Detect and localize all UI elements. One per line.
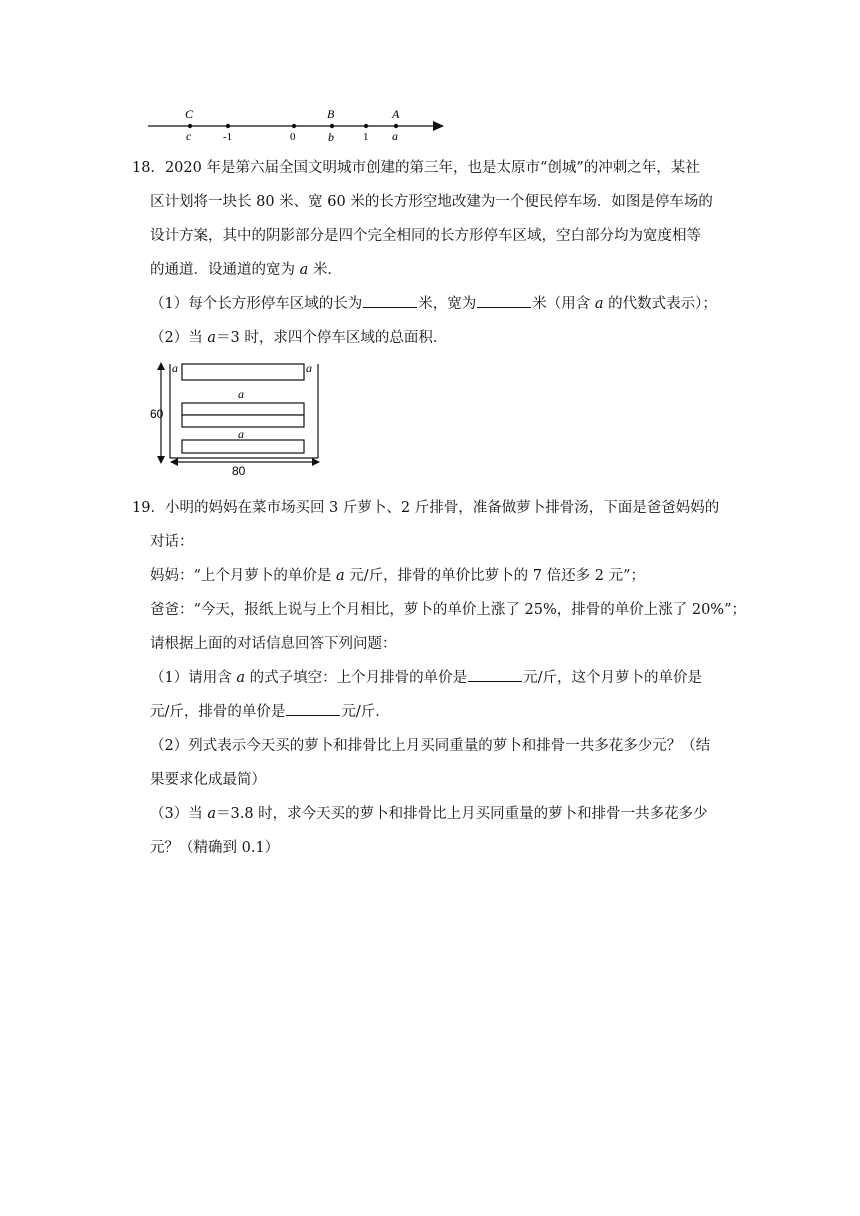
parking-lot-figure (150, 360, 330, 478)
answer-blank[interactable] (477, 306, 531, 308)
q18-line-2: 区计划将一块长 80 米、宽 60 米的长方形空地改建为一个便民停车场．如图是停车场的 (150, 194, 713, 210)
q18-text-4a: 的通道．设通道的宽为 (150, 262, 300, 278)
q19-number: 19． (132, 500, 165, 516)
point-a (394, 124, 398, 128)
q19-p1-text-c: 元/斤，这个月萝卜的单价是 (523, 670, 702, 686)
label-upper-A: A (392, 107, 400, 121)
number-line-arrow-icon (433, 121, 444, 131)
q19-part-3-line-1 (150, 802, 708, 823)
label-lower-c: c (186, 129, 192, 143)
label-a-lower: a (238, 427, 244, 441)
q19-instruction: 请根据上面的对话信息回答下列问题： (150, 636, 397, 652)
q19-mom-var-a: a (336, 568, 345, 584)
width-arrow-right-icon (312, 458, 320, 466)
height-arrow-top-icon (157, 362, 165, 370)
answer-blank[interactable] (363, 306, 417, 308)
q18-p1-text-a: （1）每个长方形停车区域的长为 (150, 296, 363, 312)
label-height-60: 60 (150, 407, 164, 421)
parking-area-4 (182, 440, 304, 453)
number-line-figure (146, 104, 446, 144)
label-lower-minus-one: -1 (223, 131, 233, 143)
q18-p2-text-b: ＝3 时，求四个停车区域的总面积． (216, 330, 448, 346)
q18-line-4 (150, 258, 342, 279)
height-arrow-bottom-icon (157, 456, 165, 464)
label-lower-b: b (328, 130, 334, 144)
q18-line-1 (132, 156, 700, 177)
q19-mom-line (150, 564, 645, 585)
q18-var-a: a (299, 262, 309, 278)
point-minus-one (226, 124, 230, 128)
q18-p1-text-b: 米，宽为 (418, 296, 477, 312)
q19-p3-text-b: ＝3.8 时，求今天买的萝卜和排骨比上月买同重量的萝卜和排骨一共多花多少 (216, 806, 708, 822)
parking-area-3 (182, 415, 304, 427)
q18-p1-text-d: 的代数式表示）； (603, 296, 717, 312)
q19-part-2-line-2: 果要求化成最简） (150, 772, 266, 788)
point-c (188, 124, 192, 128)
q18-p1-text-c: 米（用含 (532, 296, 595, 312)
q19-part-1-line-2 (150, 700, 390, 721)
q19-part-3-line-2: 元？（精确到 0.1） (150, 840, 280, 856)
q18-text-4b: 米． (308, 262, 342, 278)
label-a-top-right: a (306, 361, 312, 375)
q19-mom-text-b: 元/斤，排骨的单价比萝卜的 7 倍还多 2 元”； (344, 568, 645, 584)
answer-blank[interactable] (468, 680, 522, 682)
q19-dad-line: 爸爸：“今天，报纸上说与上个月相比，萝卜的单价上涨了 25%，排骨的单价上涨了 20%”； (150, 602, 746, 618)
q19-part-2-line-1: （2）列式表示今天买的萝卜和排骨比上月买同重量的萝卜和排骨一共多花多少元？（结 (150, 738, 711, 754)
q18-p1-var-a: a (594, 296, 604, 312)
q19-mom-text-a: 妈妈：“上个月萝卜的单价是 (150, 568, 337, 584)
q18-number: 18． (132, 160, 165, 176)
label-lower-one: 1 (363, 131, 369, 143)
q19-p3-var-a: a (207, 806, 216, 822)
label-a-top-left: a (172, 361, 178, 375)
q19-p1-var-a: a (236, 670, 245, 686)
q18-part-2 (150, 326, 447, 347)
width-arrow-left-icon (170, 458, 178, 466)
q19-p1-text-b: 的式子填空：上个月排骨的单价是 (245, 670, 468, 686)
parking-area-1 (182, 364, 304, 380)
q19-line-2: 对话： (150, 534, 194, 550)
q18-p2-text-a: （2）当 (150, 330, 208, 346)
q19-p1-text-a: （1）请用含 (150, 670, 237, 686)
q19-p1-text-e: 元/斤． (341, 704, 390, 720)
parking-area-2 (182, 403, 304, 415)
q19-text-1: 小明的妈妈在菜市场买回 3 斤萝卜、2 斤排骨，准备做萝卜排骨汤，下面是爸爸妈妈的 (164, 500, 720, 516)
q18-part-1 (150, 292, 717, 313)
q18-line-3: 设计方案，其中的阴影部分是四个完全相同的长方形停车区域，空白部分均为宽度相等 (150, 228, 701, 244)
label-lower-zero: 0 (290, 131, 296, 143)
point-one (364, 124, 368, 128)
q19-p1-text-d: 元/斤，排骨的单价是 (150, 704, 286, 720)
label-lower-a: a (392, 129, 398, 143)
label-width-80: 80 (232, 464, 246, 478)
q19-part-1-line-1 (150, 666, 702, 687)
answer-blank[interactable] (286, 714, 340, 716)
q19-p3-text-a: （3）当 (150, 806, 208, 822)
q18-text-1: 2020 年是第六届全国文明城市创建的第三年，也是太原市“创城”的冲刺之年，某社 (164, 160, 700, 176)
label-upper-B: B (327, 107, 335, 121)
point-b (330, 124, 334, 128)
point-zero (292, 124, 296, 128)
q18-p2-var-a: a (207, 330, 216, 346)
q19-line-1 (132, 496, 719, 517)
label-upper-C: C (185, 107, 194, 121)
label-a-middle: a (238, 387, 244, 401)
